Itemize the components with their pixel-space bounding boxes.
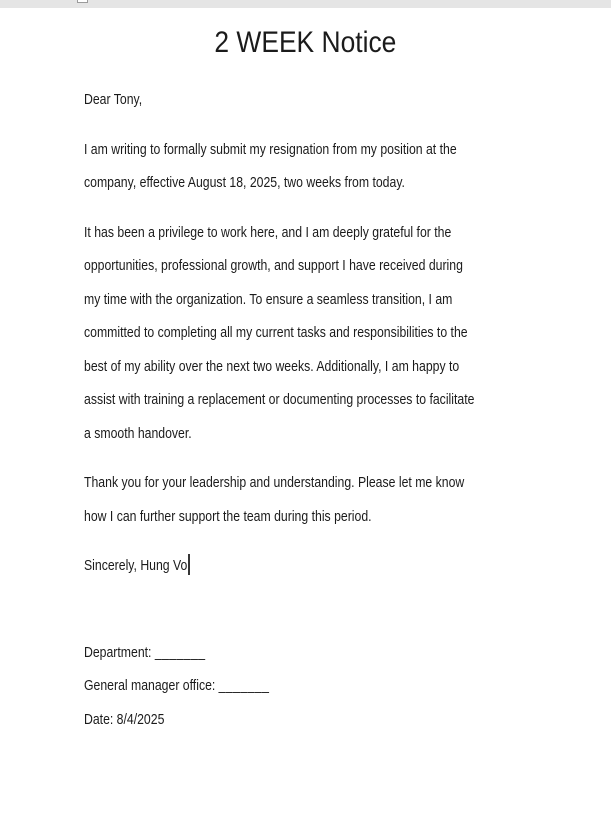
manager-office-label: General manager office: <box>84 678 216 694</box>
paragraph-thanks[interactable] <box>84 467 605 534</box>
app-background-strip <box>0 0 611 8</box>
salutation-paragraph[interactable] <box>84 84 605 118</box>
date-value: 8/4/2025 <box>116 711 165 728</box>
department-field[interactable] <box>84 637 605 671</box>
paragraph-line[interactable]: company, effective August 18, 2025, two weeks from today. <box>84 175 405 191</box>
signoff-line[interactable] <box>84 550 605 584</box>
page-boundary-marker[interactable] <box>77 0 88 3</box>
date-field[interactable] <box>84 704 605 738</box>
paragraph-line[interactable]: best of my ability over the next two weeks. Additionally, I am happy to <box>84 358 460 375</box>
text-cursor <box>188 554 189 575</box>
paragraph-line[interactable]: It has been a privilege to work here, and I am deeply grateful for the <box>84 224 452 241</box>
document-title-text: 2 WEEK Notice <box>214 26 397 59</box>
document-title[interactable] <box>0 28 611 58</box>
letter-body[interactable] <box>84 84 605 753</box>
paragraph-line[interactable]: Thank you for your leadership and understanding. Please let me know <box>84 475 465 491</box>
paragraph-resignation[interactable] <box>84 134 605 201</box>
blank-paragraph-gap <box>84 600 605 637</box>
manager-office-field[interactable] <box>84 670 605 704</box>
paragraph-line[interactable]: how I can further support the team during this period. <box>84 508 372 525</box>
paragraph-line[interactable]: opportunities, professional growth, and support I have received during <box>84 258 463 274</box>
fields-block[interactable] <box>84 637 605 738</box>
signoff-paragraph[interactable] <box>84 550 605 584</box>
paragraph-line[interactable]: committed to completing all my current tasks and responsibilities to the <box>84 325 468 341</box>
salutation[interactable]: Dear Tony, <box>84 92 143 108</box>
department-blank[interactable]: _______ <box>154 644 206 661</box>
department-label: Department: <box>84 644 152 661</box>
paragraph-gratitude[interactable] <box>84 217 605 452</box>
signoff-text: Sincerely, Hung Vo <box>84 558 188 574</box>
paragraph-line[interactable]: I am writing to formally submit my resignation from my position at the <box>84 141 457 158</box>
date-label: Date: <box>84 711 114 728</box>
paragraph-line[interactable]: a smooth handover. <box>84 425 192 442</box>
paragraph-line[interactable]: assist with training a replacement or documenting processes to facilitate <box>84 392 475 408</box>
paragraph-line[interactable]: my time with the organization. To ensure a seamless transition, I am <box>84 291 453 308</box>
manager-office-blank[interactable]: _______ <box>218 678 270 694</box>
